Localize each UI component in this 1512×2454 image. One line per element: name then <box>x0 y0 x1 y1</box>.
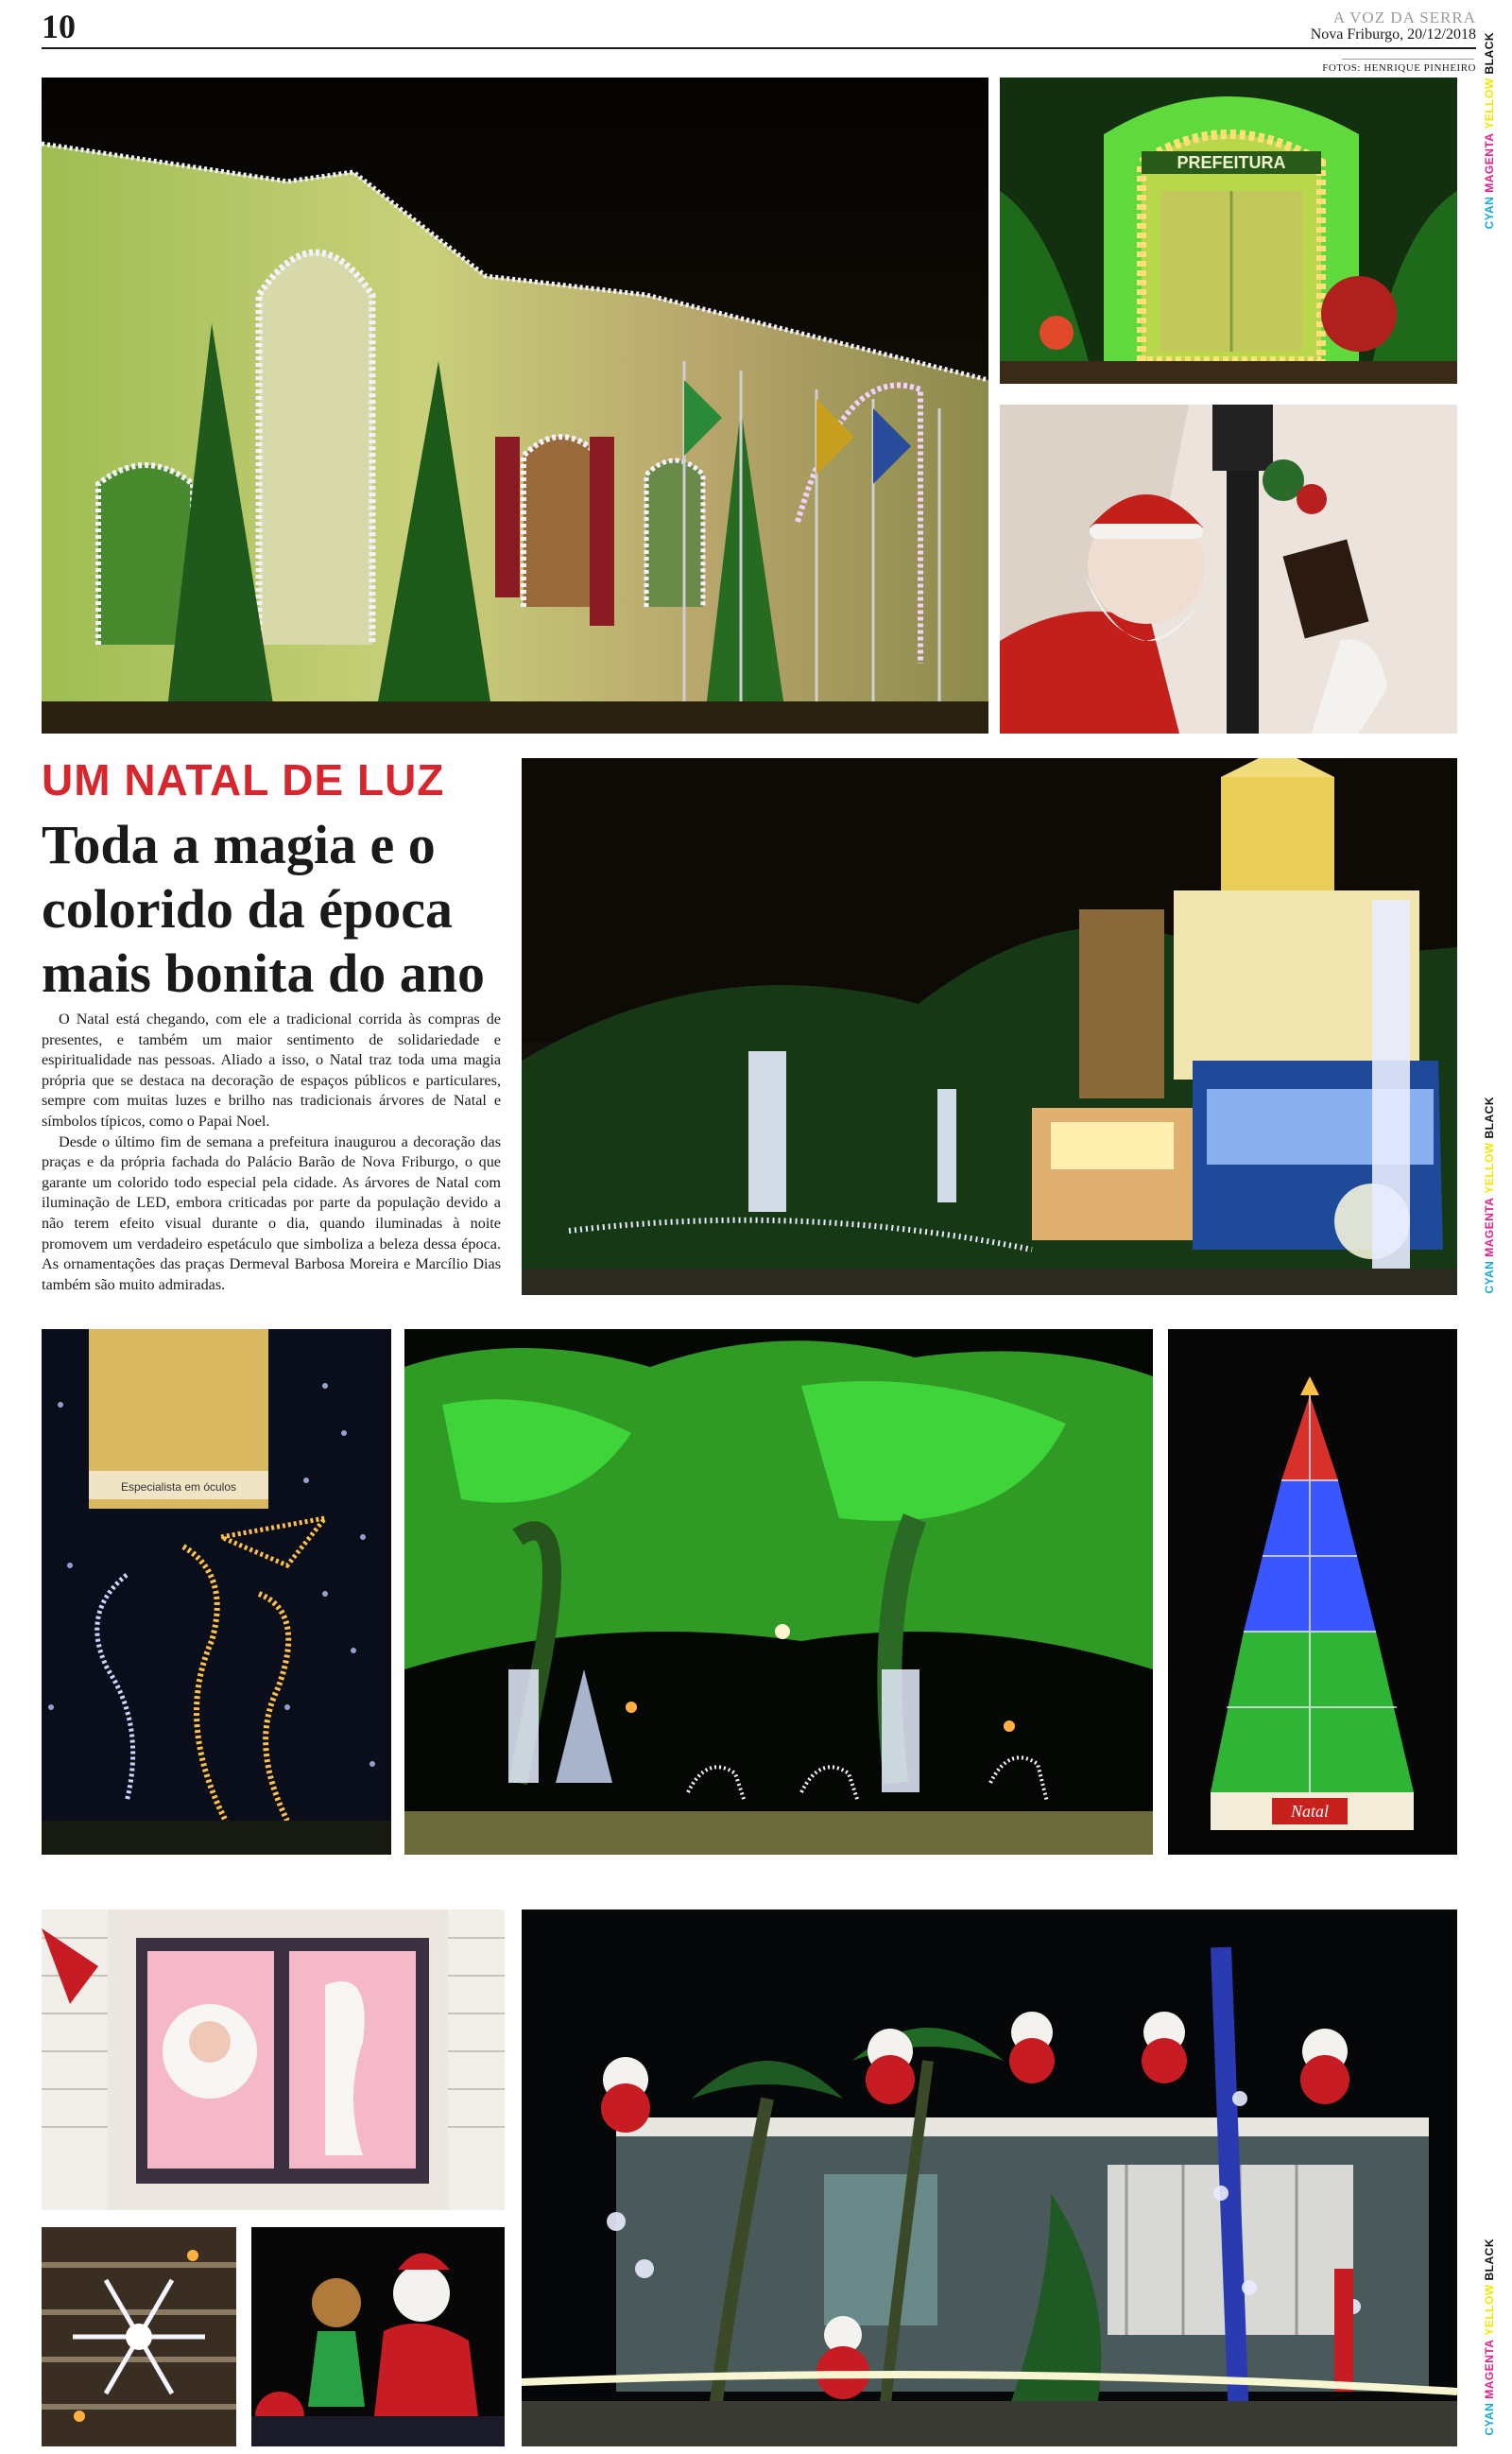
page-number: 10 <box>42 8 76 45</box>
reg-magenta: MAGENTA <box>1483 132 1496 193</box>
paper-name: A VOZ DA SERRA <box>1332 9 1476 26</box>
top-rule <box>42 47 1476 49</box>
door-sign-text: PREFEITURA <box>1177 153 1286 172</box>
color-registration-top <box>1483 32 1496 230</box>
photo-angel-lights <box>42 1329 391 1855</box>
reg-yellow: YELLOW <box>1483 78 1496 130</box>
photo-decorated-house <box>522 1910 1457 2446</box>
reg-magenta: MAGENTA <box>1483 2339 1496 2399</box>
color-registration-middle <box>1483 1097 1496 1294</box>
reg-black: BLACK <box>1483 1097 1496 1139</box>
reg-cyan: CYAN <box>1483 196 1496 230</box>
article-headline: Toda a magia e o colorido da época mais bonita do ano <box>42 814 485 1004</box>
shop-sign-text: Especialista em óculos <box>120 1480 237 1494</box>
reg-cyan: CYAN <box>1483 2402 1496 2436</box>
photo-inflatable-figures <box>251 2227 505 2446</box>
reg-magenta: MAGENTA <box>1483 1197 1496 1257</box>
photo-snowflake-ornament <box>42 2227 236 2446</box>
article-paragraph: Desde o último fim de semana a prefeitura inaugurou a decoração das praças e da própria fachada do Palácio Barão de Nova Friburgo, o que garante um colorido todo especial pela cidade. As árvores de Natal com iluminação de LED, embora criticadas por parte da população devido a não terem efeito visual durante o dia, quando iluminadas à noite promovem um verdadeiro espetáculo que simboliza a beleza dessa época. As ornamentações das praças Dermeval Barbosa Moreira e Marcílio Dias também são muito admiradas. <box>42 1132 501 1293</box>
credit-rule <box>1342 59 1474 60</box>
photo-led-christmas-tree <box>1168 1329 1457 1855</box>
color-registration-bottom <box>1483 2238 1496 2436</box>
reg-black: BLACK <box>1483 2238 1496 2281</box>
reg-yellow: YELLOW <box>1483 2284 1496 2336</box>
photo-credit: FOTOS: HENRIQUE PINHEIRO <box>1322 62 1476 74</box>
reg-black: BLACK <box>1483 32 1496 75</box>
photo-santa-lamp <box>1000 405 1457 734</box>
tree-banner-text: Natal <box>1290 1802 1330 1821</box>
masthead <box>1311 9 1476 43</box>
photo-green-trees-park <box>404 1329 1153 1855</box>
reg-yellow: YELLOW <box>1483 1142 1496 1194</box>
photo-palace-facade <box>42 78 988 734</box>
article-kicker: UM NATAL DE LUZ <box>42 755 445 804</box>
photo-prefeitura-door <box>1000 78 1457 384</box>
article-body <box>42 1010 501 1295</box>
reg-cyan: CYAN <box>1483 1260 1496 1294</box>
photo-window-santa <box>42 1910 505 2210</box>
photo-square-church-bus <box>522 758 1457 1295</box>
article-paragraph: O Natal está chegando, com ele a tradicional corrida às compras de presentes, e também um maior sentimento de solidariedade e espiritualidade nas pessoas. Aliado a isso, o Natal traz toda uma magia própria que se destaca na decoração de espaços públicos e particulares, sempre com muitas luzes e brilho nas tradicionais árvores de Natal e símbolos típicos, como o Papai Noel. <box>42 1011 501 1130</box>
dateline: Nova Friburgo, 20/12/2018 <box>1310 26 1476 43</box>
